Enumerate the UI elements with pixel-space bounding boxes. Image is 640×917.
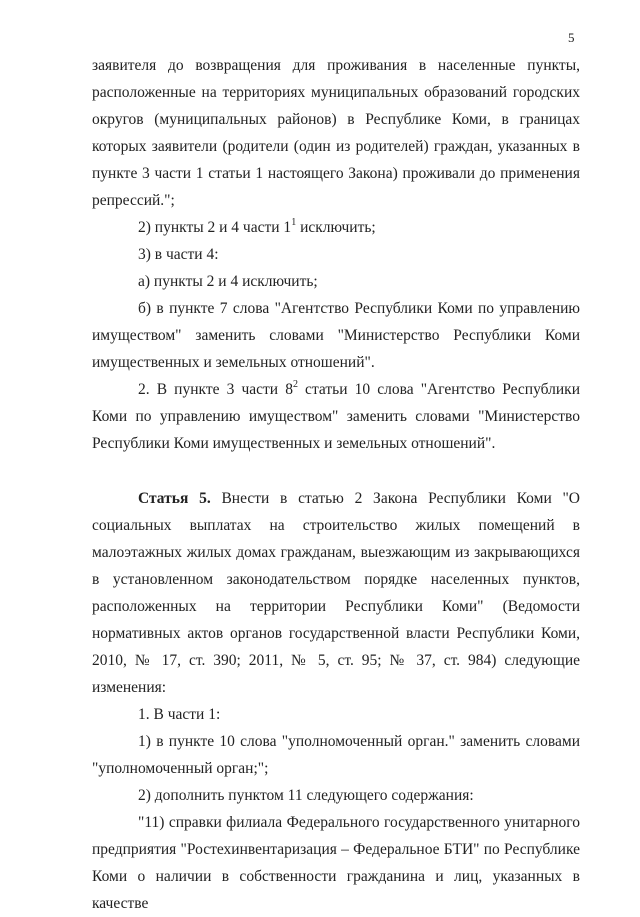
paragraph-item-3: 3) в части 4: [138,246,219,263]
item-2-text-before: 2) пункты 2 и 4 части 1 [138,219,292,236]
section-gap [92,457,580,485]
article-text: Внести в статью 2 Закона Республики Коми "О социальных выплатах на строительство жилых помещений в малоэтажных жилых домах гражданам, выезжающим из закрывающихся в установленном законодательством порядке населенных пунктов, расположенных на территории Республики Коми" (Ведомости нормативных актов органов государственной власти Республики Коми, 2010, № 17, ст. 390; 2011, № 5, ст. 95; № 37, ст. 984) следующие изменения: [92,490,580,696]
paragraph-item-a: а) пункты 2 и 4 исключить; [138,273,318,290]
item-2-text-after: исключить; [296,219,376,236]
paragraph-subitem-2: 2) дополнить пунктом 11 следующего содержания: [138,787,474,804]
item-2-superscript: 1 [291,216,297,228]
article-5-paragraph [92,485,580,701]
document-body [92,52,580,917]
paragraph-continuation: заявителя до возвращения для проживания в населенные пункты, расположенные на территориях муниципальных образований городских округов (муниципальных районов) в Республике Коми, в границах которых заявители (родители (один из родителей) граждан, указанных в пункте 3 части 1 статьи 1 настоящего Закона) проживали до применения репрессий."; [92,57,580,209]
paragraph-item-b: б) в пункте 7 слова "Агентство Республики Коми по управлению имуществом" заменить словами "Министерство Республики Коми имущественных и земельных отношений". [92,300,580,371]
paragraph-subitem-11: "11) справки филиала Федерального государственного унитарного предприятия "Ростехинвентаризация – Федеральное БТИ" по Республике Коми о наличии в собственности гражданина и лиц, указанных в качестве [92,814,580,912]
page-number: 5 [568,30,575,45]
point-2-text-before: 2. В пункте 3 части 8 [138,381,293,398]
point-2-text-after: статьи 10 слова "Агентство Республики Коми по управлению имуществом" заменить словами "Министерство Республики Коми имущественных и земельных отношений". [92,381,580,452]
paragraph-subitem-1: 1) в пункте 10 слова "уполномоченный орган." заменить словами "уполномоченный орган;"; [92,733,580,777]
paragraph-item-2 [92,214,580,241]
paragraph-point-2 [92,376,580,457]
article-heading: Статья 5. [138,490,211,507]
point-2-superscript: 2 [292,378,298,390]
paragraph-part-1: 1. В части 1: [138,706,221,723]
